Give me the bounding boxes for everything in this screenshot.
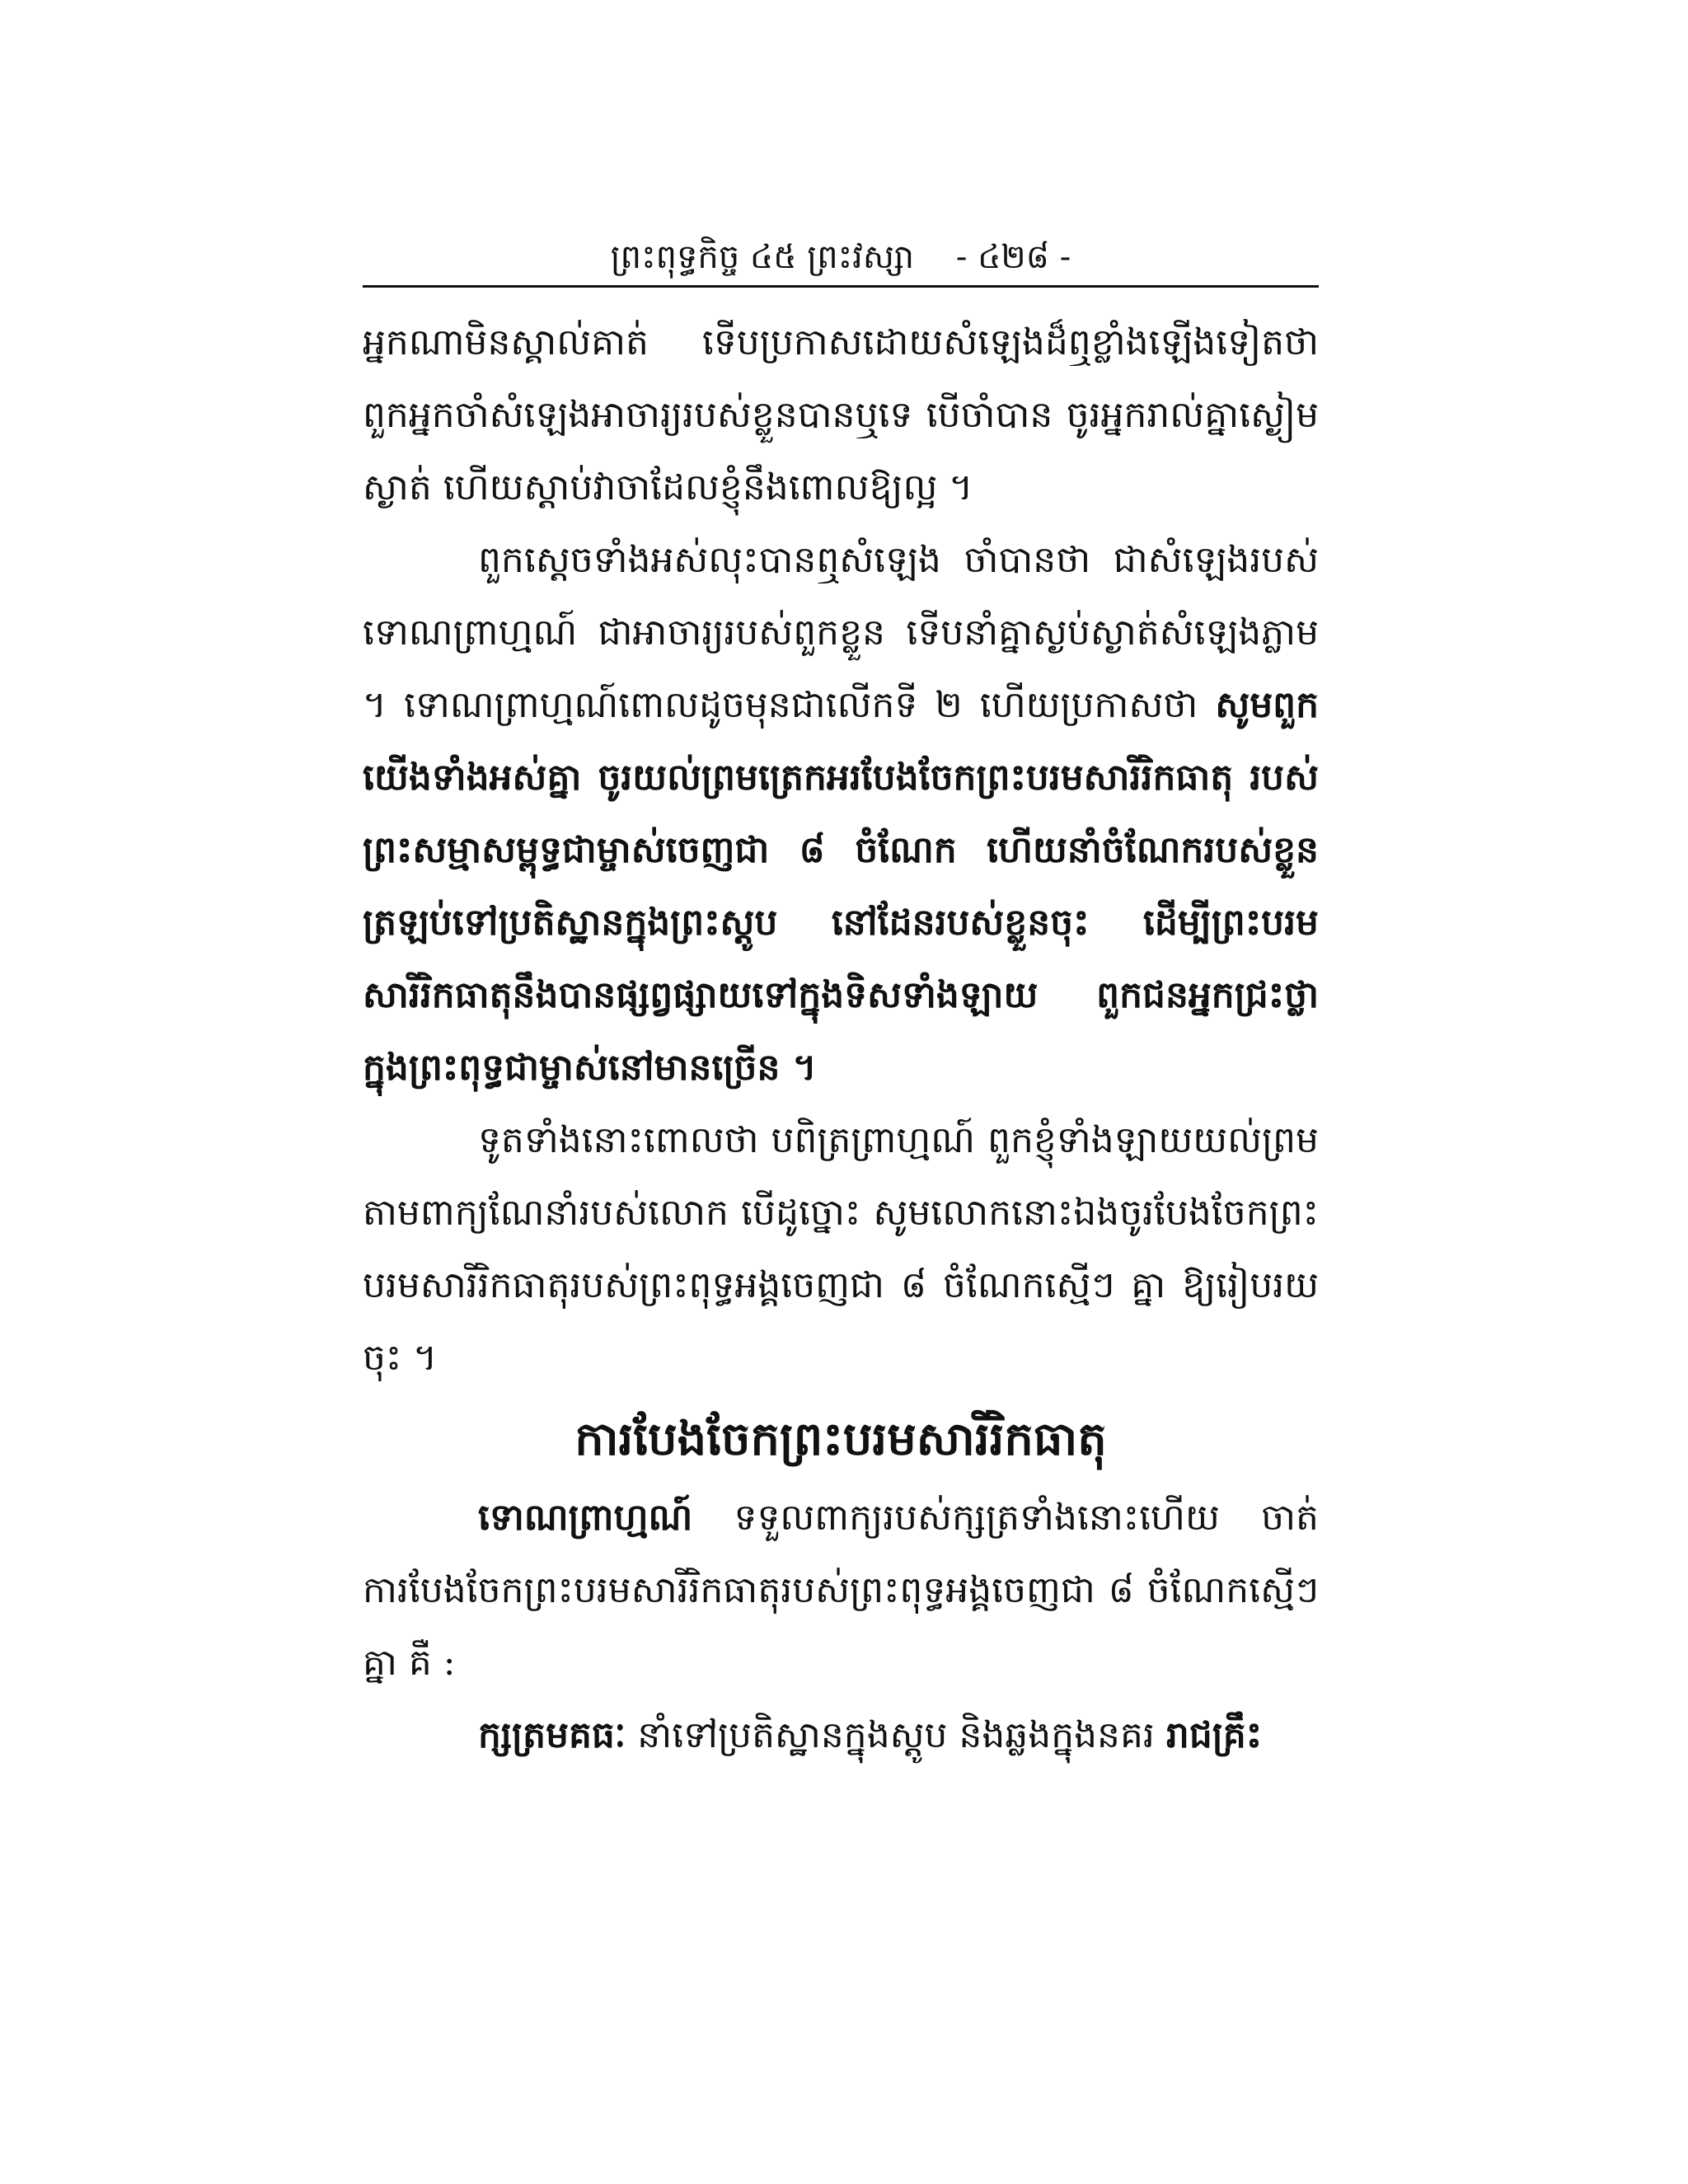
paragraph-4-text: ទទួលពាក្យរបស់ក្សត្រទាំងនោះហើយ ចាត់ការបែងចែកព្រះបរមសារីរិកធាតុរបស់ព្រះពុទ្ធអង្គចេញជា ៨ ចំណែកស្មើៗ គ្នា គឺ :: [363, 1497, 1319, 1684]
paragraph-1: អ្នកណាមិនស្គាល់គាត់ ទើបប្រកាសដោយសំឡេងដ៏ឮខ្លាំងឡើងទៀតថា ពួកអ្នកចាំសំឡេងអាចារ្យរបស់ខ្លួនបានឬទេ បើចាំបាន ចូរអ្នករាល់គ្នាស្ងៀមស្ងាត់ ហើយស្តាប់វាចាដែលខ្ញុំនឹងពោលឱ្យល្អ ។: [363, 321, 1319, 509]
header-rule: [363, 285, 1319, 288]
paragraph-5: [363, 1699, 1319, 1772]
paragraph-5-text: នាំទៅប្រតិស្ឋានក្នុងស្តូប និងឆ្លងក្នុងនគរ: [637, 1714, 1155, 1756]
running-title: ព្រះពុទ្ធកិច្ច ៤៥ ព្រះវស្សា: [610, 238, 914, 276]
body-text: [363, 307, 1319, 1772]
paragraph-2-intro: ពួកស្តេចទាំងអស់លុះបានឮសំឡេង ចាំបានថា ជាសំឡេងរបស់ទោណព្រាហ្មណ៍ ជាអាចារ្យរបស់ពួកខ្លួន ទើបនាំគ្នាស្ងប់ស្ងាត់សំឡេងភ្លាម ។ ទោណព្រាហ្មណ៍ពោលដូចមុនជាលើកទី ២ ហើយប្រកាសថា: [363, 539, 1319, 726]
paragraph-5-city: រាជគ្រឹះ: [1165, 1714, 1263, 1756]
paragraph-5-name: ក្សត្រមគធៈ: [478, 1714, 626, 1756]
paragraph-4-name: ទោណព្រាហ្មណ៍: [478, 1497, 693, 1539]
page-number: - ៤២៨ -: [955, 238, 1071, 276]
running-head: [363, 232, 1319, 282]
paragraph-4: [363, 1482, 1319, 1699]
paragraph-3: ទូតទាំងនោះពោលថា បពិត្រព្រាហ្មណ៍ ពួកខ្ញុំទាំងឡាយយល់ព្រមតាមពាក្យណែនាំរបស់លោក បើដូច្នោះ សូមលោកនោះឯងចូរបែងចែកព្រះបរមសារីរិកធាតុរបស់ព្រះពុទ្ធអង្គចេញជា ៨ ចំណែកស្មើៗ គ្នា ឱ្យរៀបរយចុះ ។: [363, 1119, 1319, 1379]
paragraph-2: [363, 524, 1319, 1104]
section-heading: ការបែងចែកព្រះបរមសារីរិកធាតុ: [574, 1412, 1107, 1466]
paragraph-2-emphasis: សូមពួកយើងទាំងអស់គ្នា ចូរយល់ព្រមត្រេកអរបែងចែកព្រះបរមសារីរិកធាតុ របស់ព្រះសម្មាសម្ពុទ្ធជាម្ចាស់ចេញជា ៨ ចំណែក ហើយនាំចំណែករបស់ខ្លួនត្រឡប់ទៅប្រតិស្ឋានក្នុងព្រះស្តូប នៅដែនរបស់ខ្លួនចុះ ដើម្បីព្រះបរមសារីរិកធាតុនឹងបានផ្សព្វផ្សាយទៅក្នុងទិសទាំងឡាយ ពួកជនអ្នកជ្រះថ្លាក្នុងព្រះពុទ្ធជាម្ចាស់នៅមានច្រើន ។: [363, 684, 1319, 1089]
